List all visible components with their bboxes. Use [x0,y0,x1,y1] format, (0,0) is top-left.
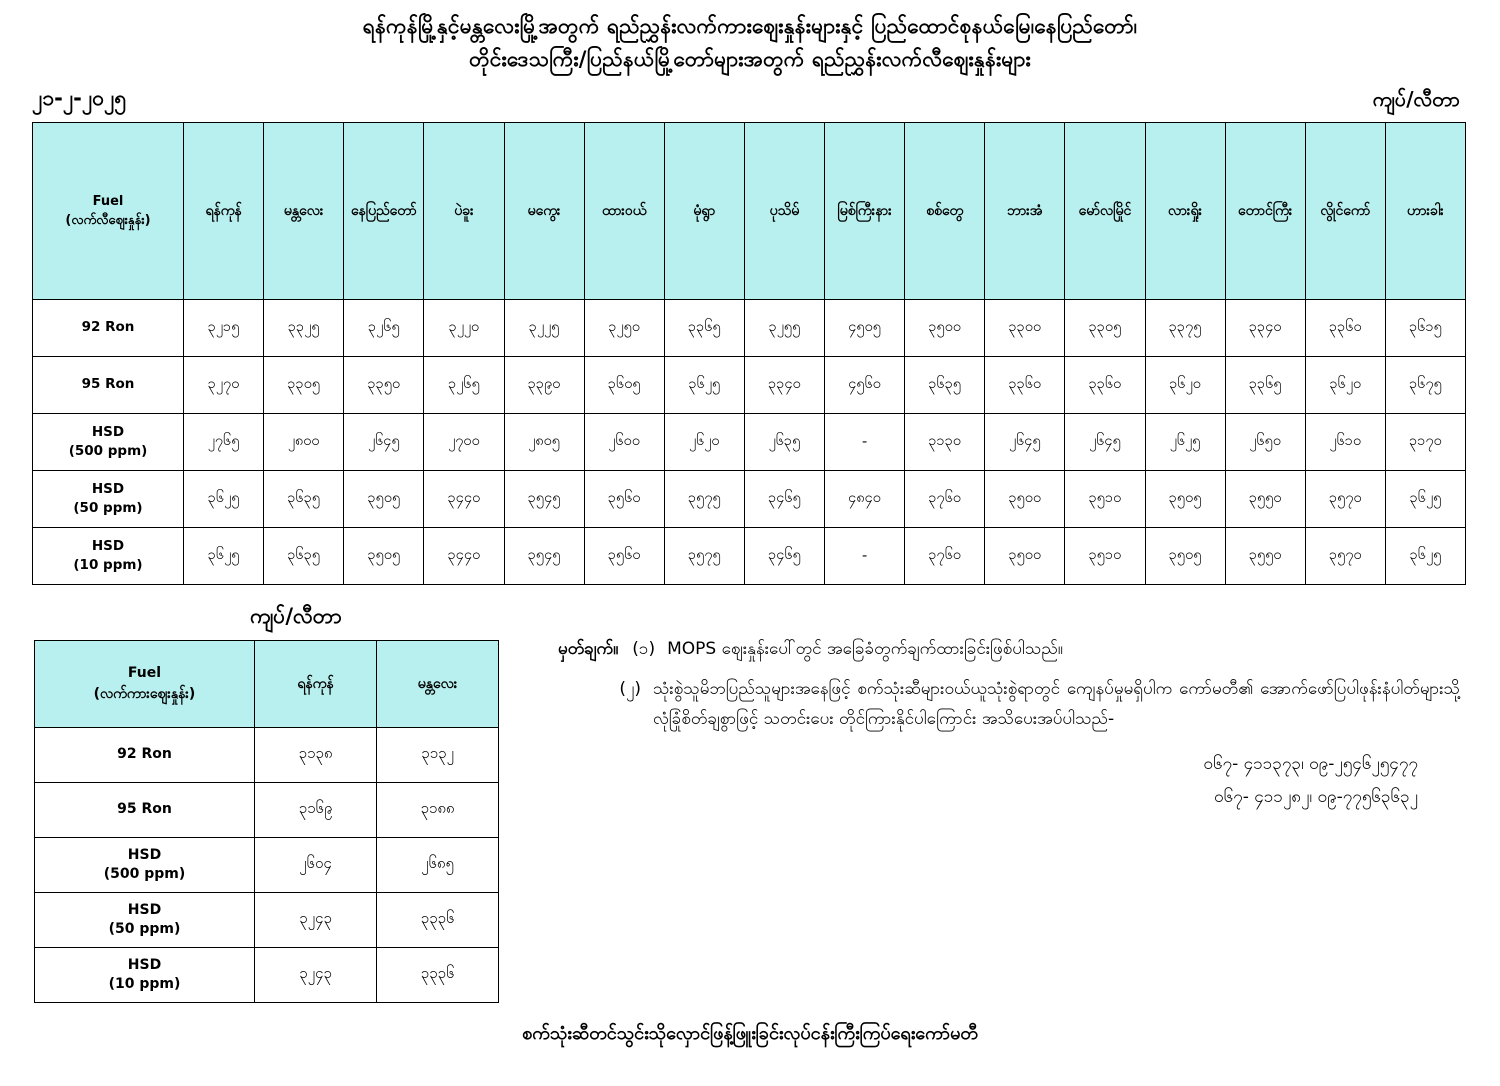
cell: ၂၆၂၀ [664,414,744,471]
cell: ၃၂၅၅ [744,300,824,357]
cell: ၃၂၆၅ [424,357,504,414]
cell: ၂၆၀၀ [584,414,664,471]
fuel-header-line-1: Fuel [92,193,124,209]
cell: ၂၆၃၅ [744,414,824,471]
cell: ၃၆၂၅ [184,471,264,528]
committee-footer: စက်သုံးဆီတင်သွင်းသိုလှောင်ဖြန့်ဖြူးခြင်းလုပ်ငန်းကြီးကြပ်ရေးကော်မတီ [522,1023,978,1045]
notes-label-spacer [558,675,619,735]
row-label-text: 95 Ron [81,376,135,393]
table-row [35,838,499,893]
row-label-92ron [33,300,184,357]
city-header-lashio: လားရှိုး [1145,123,1225,300]
cell: ၃၃၆၅ [664,300,744,357]
cell: ၃၆၂၅ [184,528,264,585]
note-item-2 [558,675,1460,735]
row-label-subtext: (10 ppm) [108,976,181,993]
title-line-1: ရန်ကုန်မြို့နှင့်မန္တလေးမြို့အတွက် ရည်ညွှန်းလက်ကားဈေးနှုန်းများနှင့် ပြည်ထောင်စုနယ်မြေ၊နေပြည်တော်၊ [362,14,1138,38]
cell: ၃၅၀၅ [344,471,424,528]
cell: ၃၂၂၅ [504,300,584,357]
cell: ၃၁၆၉ [255,783,377,838]
cell: ၂၆၈၅ [377,838,499,893]
city-header-monywa: မုံရွာ [664,123,744,300]
row-label-text: 92 Ron [117,746,172,763]
fuel-header-line-1: Fuel [127,665,162,682]
cell: ၂၆၂၅ [1145,414,1225,471]
cell: ၃၆၃၅ [264,528,344,585]
cell: ၃၃၃၆ [377,948,499,1003]
lower-section [0,603,1500,1003]
city-header-mandalay-wholesale: မန္တလေး [377,641,499,728]
city-header-yangon: ရန်ကုန် [184,123,264,300]
fuel-column-header [33,123,184,300]
cell: ၃၅၀၅ [1145,471,1225,528]
cell: ၂၆၄၅ [985,414,1065,471]
cell: ၃၃၅၀ [344,357,424,414]
row-label-hsd-500 [33,414,184,471]
cell: ၃၅၁၀ [1065,528,1145,585]
row-label-subtext: (50 ppm) [73,500,143,517]
row-label-text: 95 Ron [117,801,172,818]
cell: ၃၃၆၅ [1225,357,1305,414]
table-row [33,414,1466,471]
cell: ၃၃၄၀ [744,357,824,414]
cell: - [825,528,905,585]
city-header-magway: မကွေး [504,123,584,300]
fuel-header-line-2: (လက်လီဈေးနှုန်း) [65,213,151,229]
cell: ၃၃၀၅ [1065,300,1145,357]
note-number-2: (၂) [619,678,641,699]
fuel-column-header-wholesale [35,641,255,728]
document-title-block [0,0,1500,75]
wholesale-price-table [34,640,499,1003]
cell: ၃၅၇၀ [1305,528,1385,585]
cell: ၃၅၁၀ [1065,471,1145,528]
cell: ၃၁၃၀ [905,414,985,471]
cell: ၃၁၇၀ [1385,414,1465,471]
notes-section [540,603,1500,813]
table-row [35,893,499,948]
phone-line-2: ၀၆၇- ၄၁၁၂၈၂၊ ၀၉-၇၇၅၆၃၆၃၂ [1214,786,1418,807]
table-header-row [33,123,1466,300]
cell: ၂၇၆၅ [184,414,264,471]
retail-table-head [33,123,1466,300]
cell: ၂၇၀၀ [424,414,504,471]
cell: ၃၃၆၀ [1305,300,1385,357]
cell: ၃၆၂၀ [1145,357,1225,414]
cell: ၃၃၆၀ [985,357,1065,414]
cell: ၃၅၆၀ [584,528,664,585]
city-header-pathein: ပုသိမ် [744,123,824,300]
table-row [33,357,1466,414]
table-row [35,783,499,838]
city-header-bago: ပဲခူး [424,123,504,300]
cell: ၃၁၃၈ [255,728,377,783]
cell: ၃၃၆၀ [1065,357,1145,414]
row-label-hsd-50-wholesale [35,893,255,948]
phone-line-1: ၀၆၇- ၄၁၁၃၇၃၊ ၀၉-၂၅၄၆၂၅၄၇၇ [1203,754,1418,775]
cell: ၃၂၁၅ [184,300,264,357]
note-text-1: MOPS ဈေးနှုန်းပေါ်တွင် အခြေခံတွက်ချက်ထားခြင်းဖြစ်ပါသည်။ [667,639,1063,660]
row-label-hsd-10 [33,528,184,585]
cell: ၃၅၇၅ [664,471,744,528]
wholesale-table-body [35,728,499,1003]
note-text-2: သုံးစွဲသူမိဘပြည်သူများအနေဖြင့် စက်သုံးဆီများဝယ်ယူသုံးစွဲရာတွင် ကျေနပ်မှုမရှိပါက ကော်မတီ၏ အောက်ဖော်ပြပါဖုန်းနံပါတ်များသို့ လုံခြုံစိတ်ချစွာဖြင့် သတင်းပေး တိုင်ကြားနိုင်ပါကြောင်း အသိပေးအပ်ပါသည်- [652,678,1460,729]
city-header-loikaw: လွိုင်ကော် [1305,123,1385,300]
city-header-dawei: ထားဝယ် [584,123,664,300]
cell: ၃၄၄၀ [424,471,504,528]
cell: ၃၃၇၅ [1145,300,1225,357]
cell: ၃၅၇၀ [1305,471,1385,528]
cell: ၃၁၃၂ [377,728,499,783]
row-label-subtext: (500 ppm) [103,866,186,883]
cell: ၃၅၄၅ [504,528,584,585]
cell: ၃၅၀၅ [344,528,424,585]
cell: ၃၁၈၈ [377,783,499,838]
row-label-text: 92 Ron [81,319,135,336]
table-row [35,728,499,783]
cell: ၃၂၆၅ [344,300,424,357]
cell: ၃၆၁၅ [1385,300,1465,357]
row-label-subtext: (10 ppm) [73,557,143,574]
title-line-2: တိုင်းဒေသကြီး/ပြည်နယ်မြို့တော်များအတွက် ရည်ညွှန်းလက်လီဈေးနှုန်းများ [469,46,1031,71]
row-label-text: HSD [127,846,162,863]
city-header-hpaan: ဘားအံ [985,123,1065,300]
cell: ၂၆၁၀ [1305,414,1385,471]
table-header-row [35,641,499,728]
row-label-hsd-10-wholesale [35,948,255,1003]
fuel-header-line-2: (လက်ကားဈေးနှုန်း) [93,686,196,703]
wholesale-table-head [35,641,499,728]
row-label-hsd-50 [33,471,184,528]
cell: ၃၂၄၃ [255,948,377,1003]
cell: ၃၄၆၅ [744,528,824,585]
table-row [33,300,1466,357]
cell: ၃၂၂၀ [424,300,504,357]
cell: ၃၅၅၀ [1225,528,1305,585]
cell: ၃၆၂၀ [1305,357,1385,414]
city-header-hakha: ဟားခါး [1385,123,1465,300]
unit-label-wholesale: ကျပ်/လီတာ [250,604,342,629]
unit-label-main: ကျပ်/လီတာ [1372,87,1460,112]
retail-price-table [32,122,1466,585]
cell: ၃၃၄၀ [1225,300,1305,357]
cell: ၃၅၀၀ [905,300,985,357]
cell: ၃၃၀၅ [264,357,344,414]
cell: ၃၅၄၅ [504,471,584,528]
city-header-yangon-wholesale: ရန်ကုန် [255,641,377,728]
cell: ၃၄၆၅ [744,471,824,528]
contact-phones [558,748,1460,813]
report-date: ၂၁-၂-၂၀၂၅ [32,86,127,111]
cell: ၃၅၇၅ [664,528,744,585]
cell: ၂၈၀၀ [264,414,344,471]
cell: ၃၅၀၀ [985,471,1065,528]
cell: ၃၃၉၀ [504,357,584,414]
row-label-text: HSD [91,537,125,554]
city-header-sittwe: စစ်တွေ [905,123,985,300]
row-label-text: HSD [91,480,125,497]
cell: ၃၂၅၀ [584,300,664,357]
cell: ၃၃၀၀ [985,300,1065,357]
city-header-taunggyi: တောင်ကြီး [1225,123,1305,300]
city-header-mandalay: မန္တလေး [264,123,344,300]
cell: ၃၅၅၀ [1225,471,1305,528]
row-label-subtext: (500 ppm) [68,443,148,460]
row-label-92ron-wholesale [35,728,255,783]
row-label-text: HSD [127,956,162,973]
cell: ၂၆၄၅ [344,414,424,471]
notes-label: မှတ်ချက်။ [558,639,619,660]
cell: ၄၈၄၀ [825,471,905,528]
wholesale-section [0,603,540,1003]
cell: - [825,414,905,471]
table-row [33,528,1466,585]
meta-row [0,75,1500,122]
cell: ၃၆၂၅ [1385,471,1465,528]
cell: ၃၅၀၀ [985,528,1065,585]
cell: ၂၆၄၅ [1065,414,1145,471]
cell: ၃၂၇၀ [184,357,264,414]
cell: ၃၃၃၆ [377,893,499,948]
note-number-1: (၁) [632,639,656,660]
retail-table-body [33,300,1466,585]
row-label-text: HSD [91,423,125,440]
cell: ၃၆၀၅ [584,357,664,414]
row-label-hsd-500-wholesale [35,838,255,893]
city-header-myitkyina: မြစ်ကြီးနား [825,123,905,300]
row-label-subtext: (50 ppm) [108,921,181,938]
table-row [35,948,499,1003]
cell: ၃၂၄၃ [255,893,377,948]
cell: ၃၅၆၀ [584,471,664,528]
cell: ၃၆၃၅ [264,471,344,528]
cell: ၂၆၀၄ [255,838,377,893]
cell: ၃၅၀၅ [1145,528,1225,585]
cell: ၃၇၆၀ [905,471,985,528]
row-label-95ron [33,357,184,414]
cell: ၄၅၀၅ [825,300,905,357]
cell: ၃၆၂၅ [664,357,744,414]
cell: ၃၄၄၀ [424,528,504,585]
cell: ၃၆၃၅ [905,357,985,414]
row-label-95ron-wholesale [35,783,255,838]
row-label-text: HSD [127,901,162,918]
cell: ၃၇၆၀ [905,528,985,585]
cell: ၂၆၅၀ [1225,414,1305,471]
city-header-mawlamyine: မော်လမြိုင် [1065,123,1145,300]
note-item-1 [558,635,1460,665]
cell: ၃၆၇၅ [1385,357,1465,414]
cell: ၄၅၆၀ [825,357,905,414]
table-row [33,471,1466,528]
city-header-naypyitaw: နေပြည်တော် [344,123,424,300]
cell: ၃၃၂၅ [264,300,344,357]
cell: ၂၈၀၅ [504,414,584,471]
cell: ၃၆၂၅ [1385,528,1465,585]
